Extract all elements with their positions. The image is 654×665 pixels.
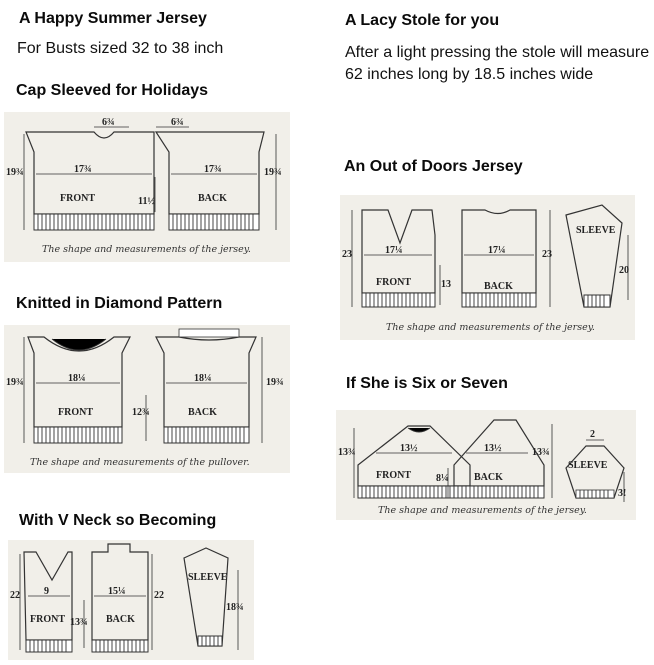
diamond-caption: The shape and measurements of the pullover. bbox=[30, 457, 250, 468]
outdoors-left-height: 23 bbox=[342, 249, 352, 260]
outdoors-diagram bbox=[340, 195, 635, 340]
outdoors-right-height: 23 bbox=[542, 249, 552, 260]
vneck-front-label: FRONT bbox=[30, 614, 65, 625]
outdoors-title: An Out of Doors Jersey bbox=[344, 158, 523, 175]
vneck-sleeve-label: SLEEVE bbox=[188, 572, 228, 583]
six-caption: The shape and measurements of the jersey. bbox=[378, 505, 587, 516]
six-front-width: 13½ bbox=[400, 443, 418, 454]
six-right-height: 13¾ bbox=[532, 447, 550, 458]
cap-back-width: 17¾ bbox=[204, 164, 222, 175]
diamond-front-width: 18¼ bbox=[68, 373, 86, 384]
vneck-front-width: 9 bbox=[44, 586, 49, 597]
happy-summer-subtitle: For Busts sized 32 to 38 inch bbox=[17, 40, 224, 57]
vneck-back-width: 15¼ bbox=[108, 586, 126, 597]
six-back-label: BACK bbox=[474, 472, 503, 483]
six-left-height: 13¾ bbox=[338, 447, 356, 458]
outdoors-sleeve-length: 20 bbox=[619, 265, 629, 276]
cap-neck-right: 6¾ bbox=[171, 117, 184, 128]
six-front-label: FRONT bbox=[376, 470, 411, 481]
vneck-back-label: BACK bbox=[106, 614, 135, 625]
vneck-side: 13¾ bbox=[70, 617, 88, 628]
v-neck-diagram bbox=[8, 540, 254, 660]
six-sleeve-length: 3! bbox=[618, 488, 627, 499]
vneck-sleeve-length: 18¾ bbox=[226, 602, 244, 613]
cap-left-height: 19¾ bbox=[6, 167, 24, 178]
six-back-width: 13½ bbox=[484, 443, 502, 454]
cap-side: 11½ bbox=[138, 196, 155, 207]
outdoors-sleeve-label: SLEEVE bbox=[576, 225, 616, 236]
outdoors-caption: The shape and measurements of the jersey. bbox=[386, 322, 595, 333]
six-side: 8¼ bbox=[436, 473, 449, 484]
diamond-front-label: FRONT bbox=[58, 407, 93, 418]
cap-back-label: BACK bbox=[198, 193, 227, 204]
six-sleeve-top: 2 bbox=[590, 429, 595, 440]
vneck-left-height: 22 bbox=[10, 590, 20, 601]
outdoors-back-label: BACK bbox=[484, 281, 513, 292]
cap-sleeved-diagram bbox=[4, 112, 290, 262]
diamond-right-height: 19¾ bbox=[266, 377, 284, 388]
diamond-left-height: 19¾ bbox=[6, 377, 24, 388]
diamond-back-label: BACK bbox=[188, 407, 217, 418]
outdoors-front-width: 17¼ bbox=[385, 245, 403, 256]
happy-summer-title: A Happy Summer Jersey bbox=[19, 10, 207, 27]
cap-front-width: 17¾ bbox=[74, 164, 92, 175]
diamond-back-width: 18¼ bbox=[194, 373, 212, 384]
outdoors-front-label: FRONT bbox=[376, 277, 411, 288]
lacy-stole-title: A Lacy Stole for you bbox=[345, 12, 500, 29]
six-seven-title: If She is Six or Seven bbox=[346, 375, 508, 392]
cap-caption: The shape and measurements of the jersey. bbox=[42, 244, 251, 255]
outdoors-back-width: 17¼ bbox=[488, 245, 506, 256]
six-sleeve-label: SLEEVE bbox=[568, 460, 608, 471]
cap-right-height: 19¾ bbox=[264, 167, 282, 178]
diamond-diagram bbox=[4, 325, 290, 473]
v-neck-title: With V Neck so Becoming bbox=[19, 512, 217, 529]
outdoors-side: 13 bbox=[441, 279, 451, 290]
lacy-stole-description: After a light pressing the stole will measure 62 inches long by 18.5 inches wide bbox=[345, 44, 650, 83]
six-seven-diagram bbox=[336, 410, 636, 520]
cap-sleeved-title: Cap Sleeved for Holidays bbox=[16, 82, 209, 99]
cap-front-label: FRONT bbox=[60, 193, 95, 204]
diamond-title: Knitted in Diamond Pattern bbox=[16, 295, 223, 312]
diamond-side: 12¾ bbox=[132, 407, 150, 418]
cap-neck-left: 6¾ bbox=[102, 117, 115, 128]
vneck-right-height: 22 bbox=[154, 590, 164, 601]
